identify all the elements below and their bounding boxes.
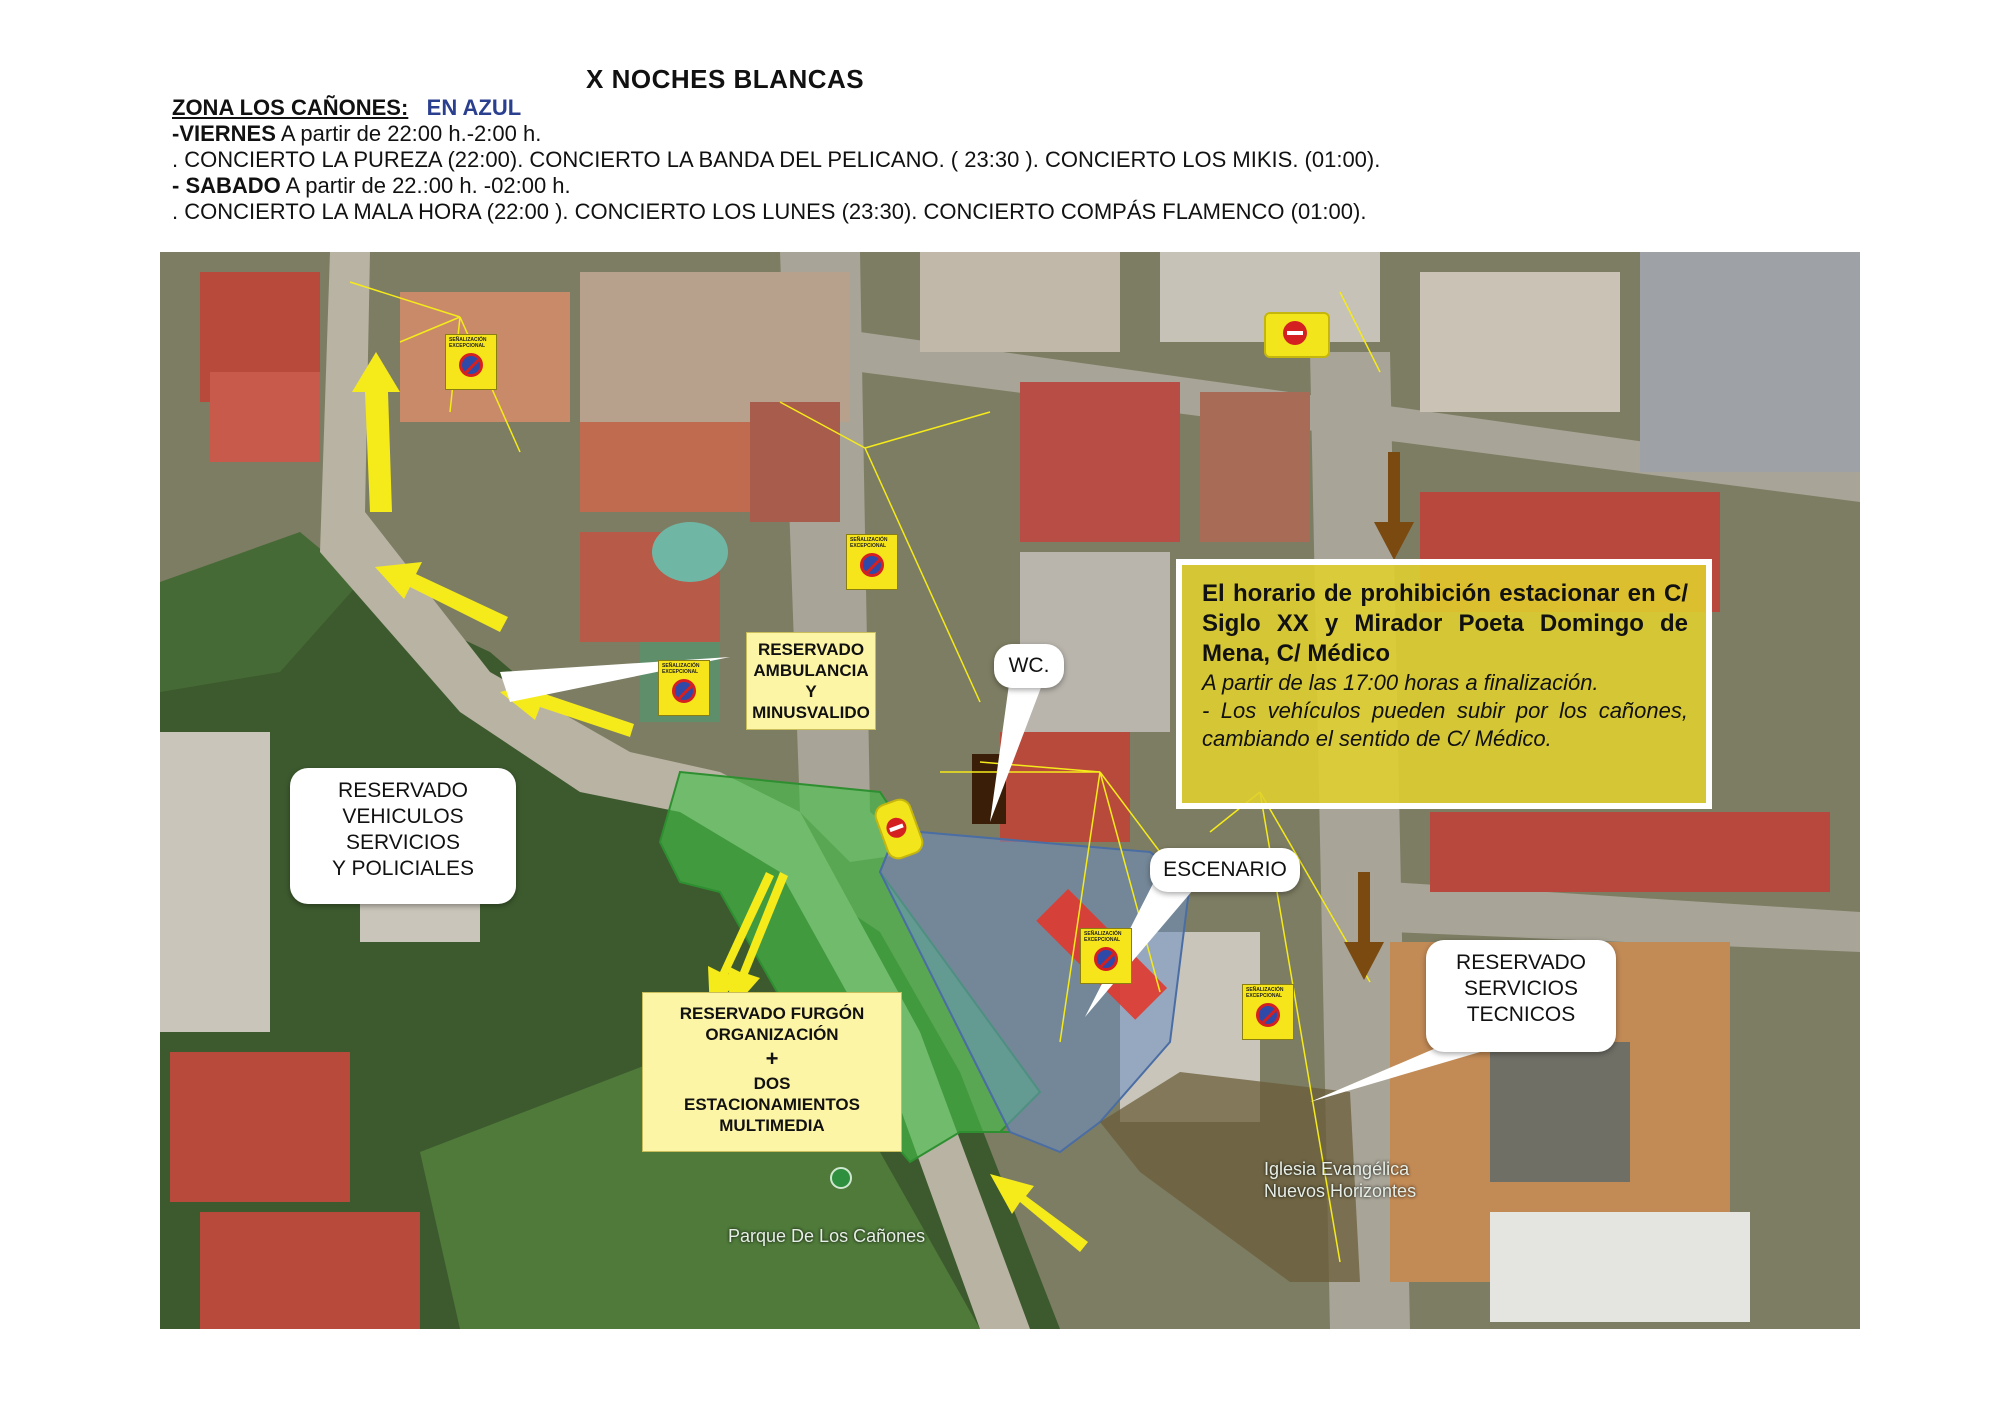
roof (1020, 552, 1170, 732)
no-parking-sign: SEÑALIZACIÓN EXCEPCIONAL (846, 534, 898, 590)
label-stage: ESCENARIO (1150, 848, 1300, 892)
zone-label: ZONA LOS CAÑONES: (172, 95, 409, 120)
aerial-map (160, 252, 1860, 1329)
no-parking-icon (1256, 1003, 1280, 1027)
friday-day: -VIERNES (172, 121, 276, 146)
roof (580, 422, 750, 512)
friday-concerts: . CONCIERTO LA PUREZA (22:00). CONCIERTO LA BANDA DEL PELICANO. ( 23:30 ). CONCIERTO LOS MIKIS. (01:00). (172, 147, 1381, 172)
roof (580, 272, 850, 422)
zone-color-note: EN AZUL (426, 95, 522, 120)
note-line-2: - Los vehículos pueden subir por los cañones, cambiando el sentido de C/ Médico. (1202, 698, 1688, 751)
place-park: Parque De Los Cañones (728, 1226, 926, 1246)
no-parking-sign: SEÑALIZACIÓN EXCEPCIONAL (1080, 928, 1132, 984)
roof (920, 252, 1120, 352)
zone-line (172, 95, 521, 121)
saturday-concerts: . CONCIERTO LA MALA HORA (22:00 ). CONCIERTO LOS LUNES (23:30). CONCIERTO COMPÁS FLAMENCO (01:00). (172, 199, 1367, 224)
no-parking-sign: SEÑALIZACIÓN EXCEPCIONAL (658, 660, 710, 716)
roof (210, 372, 320, 462)
courtyard (1490, 1042, 1630, 1182)
page-title: X NOCHES BLANCAS (586, 64, 865, 94)
place-church: Iglesia Evangélica Nuevos Horizontes (1264, 1159, 1417, 1201)
label-technical-services: RESERVADO SERVICIOS TECNICOS (1426, 940, 1616, 1052)
roof (1020, 382, 1180, 542)
no-parking-icon (459, 353, 483, 377)
note-line-1: A partir de las 17:00 horas a finalización. (1202, 670, 1599, 695)
saturday-hours: A partir de 22.:00 h. -02:00 h. (280, 173, 571, 198)
label-vehicle-services: RESERVADO VEHICULOS SERVICIOS Y POLICIALES (290, 768, 516, 904)
label-ambulance-reserved: RESERVADO AMBULANCIA Y MINUSVALIDO (746, 632, 876, 730)
no-entry-icon (1283, 321, 1307, 345)
friday-hours: A partir de 22:00 h.-2:00 h. (275, 121, 542, 146)
roof (200, 1212, 420, 1329)
label-wc: WC. (994, 644, 1064, 688)
roof (1420, 272, 1620, 412)
label-organization-van: RESERVADO FURGÓN ORGANIZACIÓN + DOS ESTACIONAMIENTOS MULTIMEDIA (642, 992, 902, 1152)
no-parking-sign: SEÑALIZACIÓN EXCEPCIONAL (1242, 984, 1294, 1040)
no-entry-icon (884, 815, 910, 841)
roof (160, 732, 270, 1032)
parking-restriction-note (1176, 559, 1712, 809)
roof (1430, 812, 1830, 892)
roof (1640, 252, 1860, 472)
saturday-day: - SABADO (172, 173, 281, 198)
no-parking-icon (672, 679, 696, 703)
note-title: El horario de prohibición estacionar en C/ Siglo XX y Mirador Poeta Domingo de Mena, C/ Médico (1202, 580, 1688, 667)
roof (750, 402, 840, 522)
no-parking-sign: SEÑALIZACIÓN EXCEPCIONAL (445, 334, 497, 390)
roof (1200, 392, 1310, 542)
friday-line (172, 121, 541, 147)
no-parking-icon (860, 553, 884, 577)
roof (170, 1052, 350, 1202)
no-parking-icon (1094, 947, 1118, 971)
saturday-line (172, 173, 571, 199)
water-tank (652, 522, 728, 582)
road-barrier-north (1264, 312, 1330, 358)
park-pin-icon (830, 1167, 852, 1189)
roof (1490, 1212, 1750, 1322)
